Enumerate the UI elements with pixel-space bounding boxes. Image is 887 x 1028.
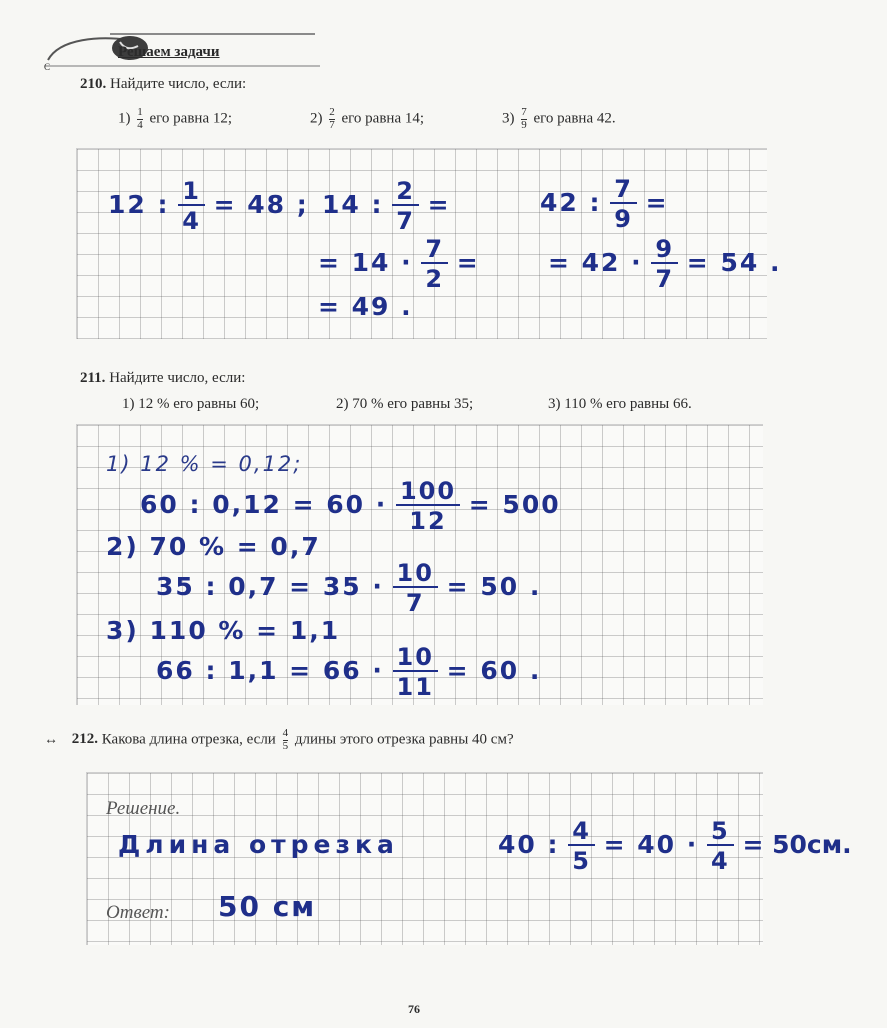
solution-label: Решение. xyxy=(106,798,181,819)
problem-210-question xyxy=(80,76,246,93)
problem-210-option-3: 3) $\frac{7}{9}$ его равна 42. xyxy=(502,106,616,131)
solution-210-b-line2: = 14 · $\frac{7}{2}$ = xyxy=(318,235,480,293)
problem-210-option-2: 2) $\frac{2}{7}$ его равна 14; xyxy=(310,106,425,131)
solution-211-line5: 3) 110 % = 1,1 xyxy=(106,616,341,645)
solution-211-line1: 1) 12 % = 0,12; xyxy=(106,452,303,476)
solution-210-a: 12 : $\frac{1}{4}$ = 48 ; xyxy=(108,177,309,235)
page-number: 76 xyxy=(408,1002,420,1016)
problem-211-option-3: 3) 110 % его равны 66. xyxy=(548,396,692,412)
solution-211-line4: 35 : 0,7 = 35 · $\frac{10}{7}$ = 50 . xyxy=(156,559,542,617)
solution-212-expression: 40 : $\frac{4}{5}$ = 40 · $\frac{5}{4}$ = 50см. xyxy=(498,817,852,875)
answer-value: 50 см xyxy=(218,890,317,923)
double-arrow-icon: ↔ xyxy=(44,732,58,748)
problem-210-option-1: 1) $\frac{1}{4}$ его равна 12; xyxy=(118,106,233,131)
answer-label: Ответ: xyxy=(106,902,170,923)
solution-212-text: Длина отрезка xyxy=(118,830,399,859)
solution-210-c-line2: = 42 · $\frac{9}{7}$ = 54 . xyxy=(548,235,782,293)
solution-211-line3: 2) 70 % = 0,7 xyxy=(106,532,321,561)
solution-210-c-line1: 42 : $\frac{7}{9}$ = xyxy=(540,175,669,233)
solution-211-line6: 66 : 1,1 = 66 · $\frac{10}{11}$ = 60 . xyxy=(156,643,542,701)
problem-211-option-2: 2) 70 % его равны 35; xyxy=(336,396,474,412)
solution-210-b-line1: 14 : $\frac{2}{7}$ = xyxy=(322,177,451,235)
question-text: Найдите число, если: xyxy=(110,76,247,92)
problem-212-question: ↔ 212. Какова длина отрезка, если $\frac{4}{5}$ длины этого отрезка равны 40 см? xyxy=(44,727,514,752)
problem-211-question: 211. Найдите число, если: xyxy=(80,370,246,386)
problem-211-option-1: 1) 12 % его равны 60; xyxy=(122,396,260,412)
solution-211-line2: 60 : 0,12 = 60 · $\frac{100}{12}$ = 500 xyxy=(140,477,561,535)
side-mark: C xyxy=(44,62,51,72)
section-title: Решаем задачи xyxy=(118,44,220,60)
solution-210-b-line3: = 49 . xyxy=(318,292,413,321)
problem-number: 210. xyxy=(80,76,107,92)
